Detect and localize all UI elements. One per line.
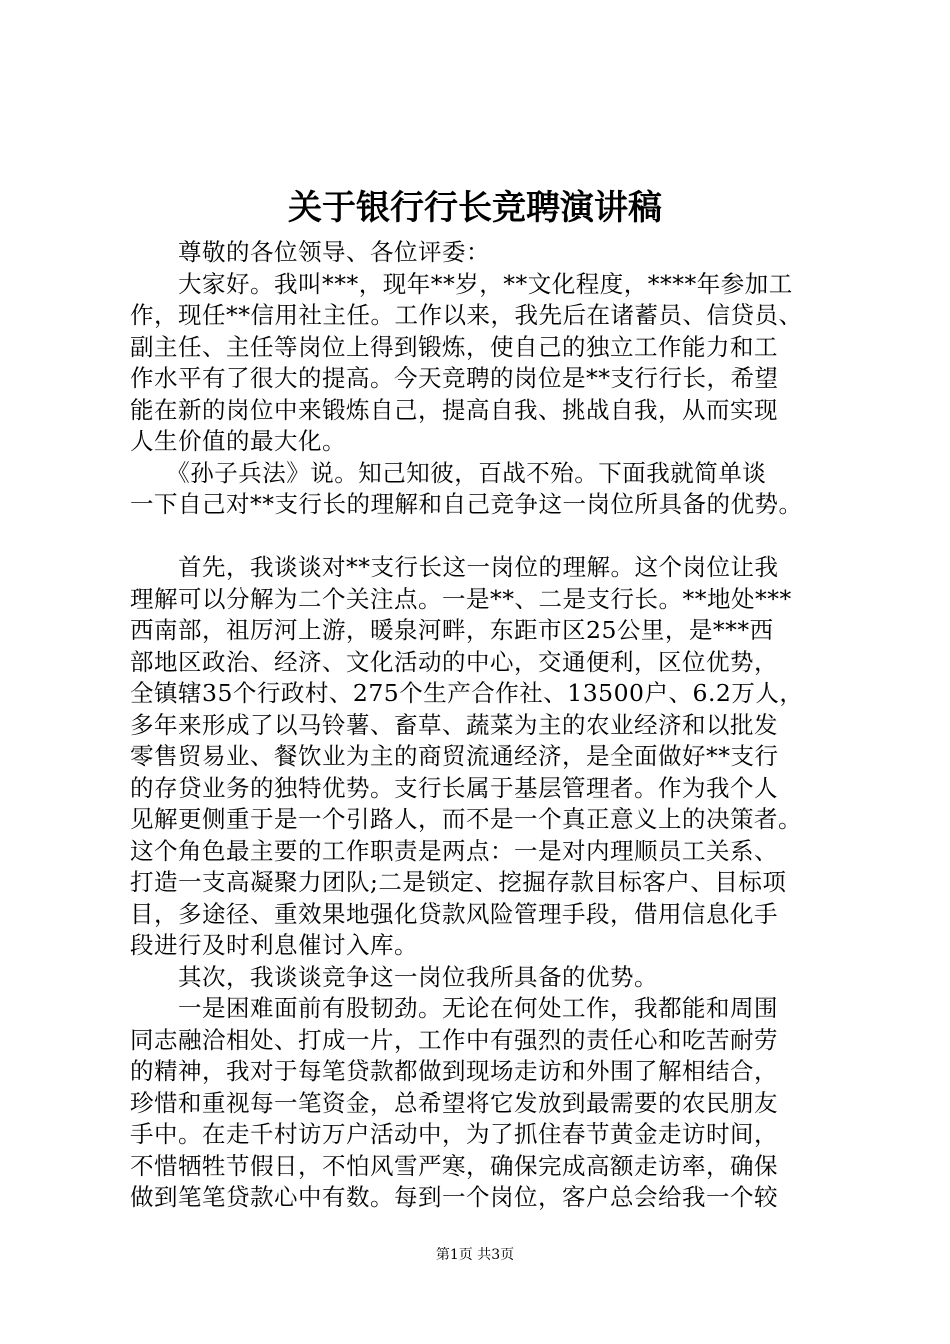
text-line: 手中。在走千村访万户活动中，为了抓住春节黄金走访时间， [130, 1120, 778, 1148]
text-line: 目，多途径、重效果地强化贷款风险管理手段，借用信息化手 [130, 899, 778, 928]
document-body [130, 237, 830, 1214]
text-line: 不惜牺牲节假日，不怕风雪严寒，确保完成高额走访率，确保 [130, 1151, 778, 1180]
text-line: 《孙子兵法》说。知己知彼，百战不殆。下面我就简单谈 [130, 458, 767, 487]
text-line: 段进行及时利息催讨入库。 [130, 931, 418, 959]
text-line: 打造一支高凝聚力团队;二是锁定、挖掘存款目标客户、目标项 [130, 868, 787, 896]
text-line: 理解可以分解为二个关注点。一是**、二是支行长。**地处*** [130, 584, 792, 613]
text-line: 这个角色最主要的工作职责是两点：一是对内理顺员工关系、 [130, 836, 778, 865]
text-line: 人生价值的最大化。 [130, 427, 346, 455]
text-line: 作，现任**信用社主任。工作以来，我先后在诸蓄员、信贷员、 [130, 301, 803, 329]
text-line: 能在新的岗位中来锻炼自己，提高自我、挑战自我，从而实现 [130, 395, 778, 424]
text-line: 同志融洽相处、打成一片，工作中有强烈的责任心和吃苦耐劳 [130, 1025, 778, 1054]
text-line: 尊敬的各位领导、各位评委： [130, 238, 490, 266]
text-line: 首先，我谈谈对**支行长这一岗位的理解。这个岗位让我 [130, 553, 779, 581]
text-line: 一下自己对**支行长的理解和自己竞争这一岗位所具备的优势。 [130, 490, 803, 518]
text-line: 西南部，祖厉河上游，暖泉河畔，东距市区25公里，是***西 [130, 616, 774, 644]
text-line: 的存贷业务的独特优势。支行长属于基层管理者。作为我个人 [130, 773, 778, 802]
blank-line [130, 521, 830, 553]
text-line: 部地区政治、经济、文化活动的中心，交通便利，区位优势， [130, 647, 778, 676]
text-line: 其次，我谈谈竞争这一岗位我所具备的优势。 [130, 962, 658, 991]
text-line: 一是困难面前有股韧劲。无论在何处工作，我都能和周围 [130, 994, 778, 1022]
text-line: 做到笔笔贷款心中有数。每到一个岗位，客户总会给我一个较 [130, 1183, 778, 1211]
document-title: 关于银行行长竞聘演讲稿 [288, 188, 662, 228]
text-line: 见解更侧重于是一个引路人，而不是一个真正意义上的决策者。 [130, 805, 802, 833]
text-line: 作水平有了很大的提高。今天竞聘的岗位是**支行行长，希望 [130, 364, 779, 392]
page-footer: 第1页 共3页 [435, 1247, 515, 1263]
text-line: 珍惜和重视每一笔资金，总希望将它发放到最需要的农民朋友 [130, 1088, 778, 1117]
text-line: 零售贸易业、餐饮业为主的商贸流通经济，是全面做好**支行 [130, 742, 779, 770]
text-line: 大家好。我叫***，现年**岁，**文化程度，****年参加工 [130, 269, 793, 298]
text-line: 全镇辖35个行政村、275个生产合作社、13500户、6.2万人， [130, 679, 804, 707]
text-line: 副主任、主任等岗位上得到锻炼，使自己的独立工作能力和工 [130, 332, 778, 361]
text-line: 多年来形成了以马铃薯、畜草、蔬菜为主的农业经济和以批发 [130, 710, 778, 739]
text-line: 的精神，我对于每笔贷款都做到现场走访和外围了解相结合， [130, 1057, 778, 1085]
